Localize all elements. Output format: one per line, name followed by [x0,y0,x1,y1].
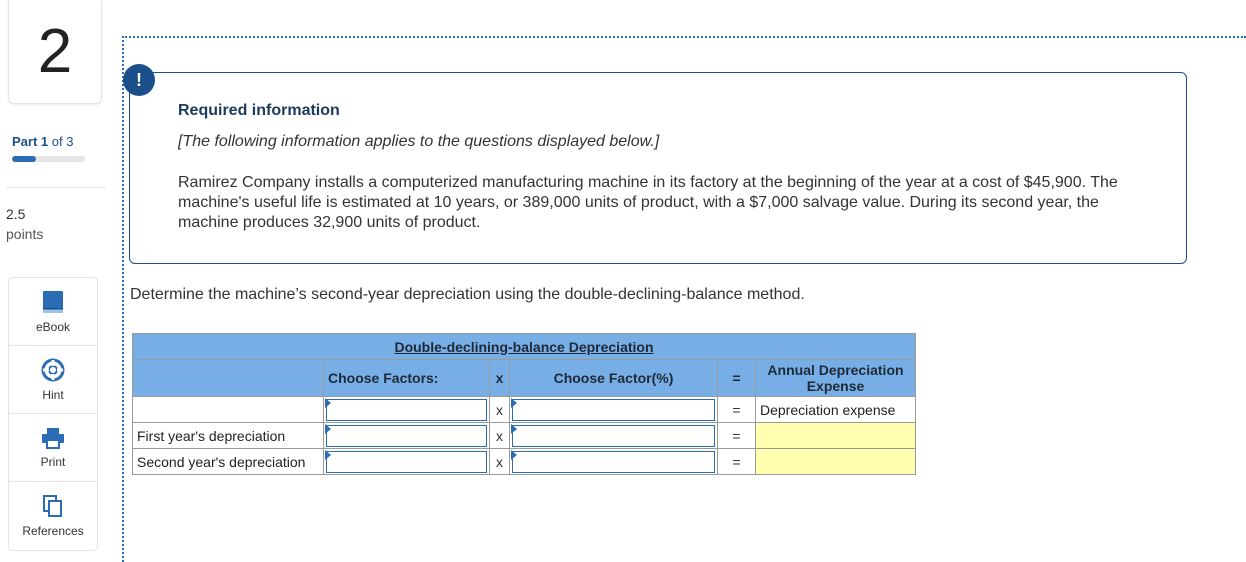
part-total: of 3 [51,134,74,149]
depreciation-table [132,333,916,475]
times-sign: x [490,449,510,475]
question-number-box [8,0,102,104]
dropdown-marker-icon [325,398,331,408]
required-information-title: Required information [178,102,340,119]
factor-input-cell [324,423,490,449]
part-progress-bar [12,156,85,162]
header-blank [133,360,324,397]
first-year-depreciation-answer[interactable] [756,423,916,449]
part-progress-fill [12,156,36,162]
sidebar-divider [6,187,106,188]
lifebuoy-icon [41,358,65,382]
factor-pct-input-cell [510,397,718,423]
times-sign: x [490,397,510,423]
references-button[interactable] [9,482,97,550]
ebook-button[interactable] [9,278,97,346]
dropdown-marker-icon [325,450,331,460]
references-label: References [22,524,84,538]
table-row [133,449,916,475]
header-equals: = [718,360,756,397]
points-label: points [6,226,44,242]
tools-panel [8,277,98,551]
table-title-row [133,334,916,360]
factor-pct-input-cell [510,423,718,449]
header-choose-factor-pct: Choose Factor(%) [510,360,718,397]
factor-input-cell [324,397,490,423]
row-label [133,397,324,423]
row-label: First year's depreciation [133,423,324,449]
content-separator-vertical [122,36,124,562]
dropdown-marker-icon [325,424,331,434]
header-annual-depreciation: Annual Depreciation Expense [756,360,916,397]
row-label: Second year's depreciation [133,449,324,475]
table-row [133,423,916,449]
equals-sign: = [718,423,756,449]
question-prompt: Determine the machine’s second-year depreciation using the double-declining-balance method. [130,286,805,303]
part-indicator [12,134,73,149]
print-label: Print [40,454,66,469]
header-times: x [490,360,510,397]
dropdown-marker-icon [511,424,517,434]
question-number: 2 [37,17,73,86]
result-label: Depreciation expense [756,397,916,423]
alert-icon: ! [123,64,155,96]
factor-input[interactable] [326,451,487,473]
required-information-body: Ramirez Company installs a computerized manufacturing machine in its factory at the beginning of the year at a cost of $45,900. The machine's useful life is estimated at 10 years, or 389,000 units of product, with a $7,000 salvage value. During its second year, the machine produces 32,900 units of product. [178,174,1118,231]
equals-sign: = [718,397,756,423]
book-icon [42,290,64,314]
factor-input[interactable] [326,399,487,421]
points-value: 2.5 [6,206,26,222]
ebook-label: eBook [35,319,71,334]
equals-sign: = [718,449,756,475]
table-title: Double-declining-balance Depreciation [133,334,916,360]
table-row [133,397,916,423]
content-separator-horizontal [122,36,1246,38]
factor-input[interactable] [326,425,487,447]
factor-pct-input-cell [510,449,718,475]
factor-pct-input[interactable] [512,451,715,473]
factor-pct-input[interactable] [512,399,715,421]
dropdown-marker-icon [511,398,517,408]
documents-icon [42,494,64,518]
times-sign: x [490,423,510,449]
hint-label: Hint [42,387,64,402]
required-information-subtitle: [The following information applies to the questions displayed below.] [178,133,660,150]
second-year-depreciation-answer[interactable] [756,449,916,475]
part-prefix: Part [12,134,38,149]
hint-button[interactable] [9,346,97,414]
print-button[interactable] [9,414,97,482]
part-current: 1 [40,134,49,149]
factor-pct-input[interactable] [512,425,715,447]
table-header-row [133,360,916,397]
factor-input-cell [324,449,490,475]
required-information-box [129,72,1187,264]
header-choose-factors: Choose Factors: [324,360,490,397]
dropdown-marker-icon [511,450,517,460]
printer-icon [41,427,65,449]
